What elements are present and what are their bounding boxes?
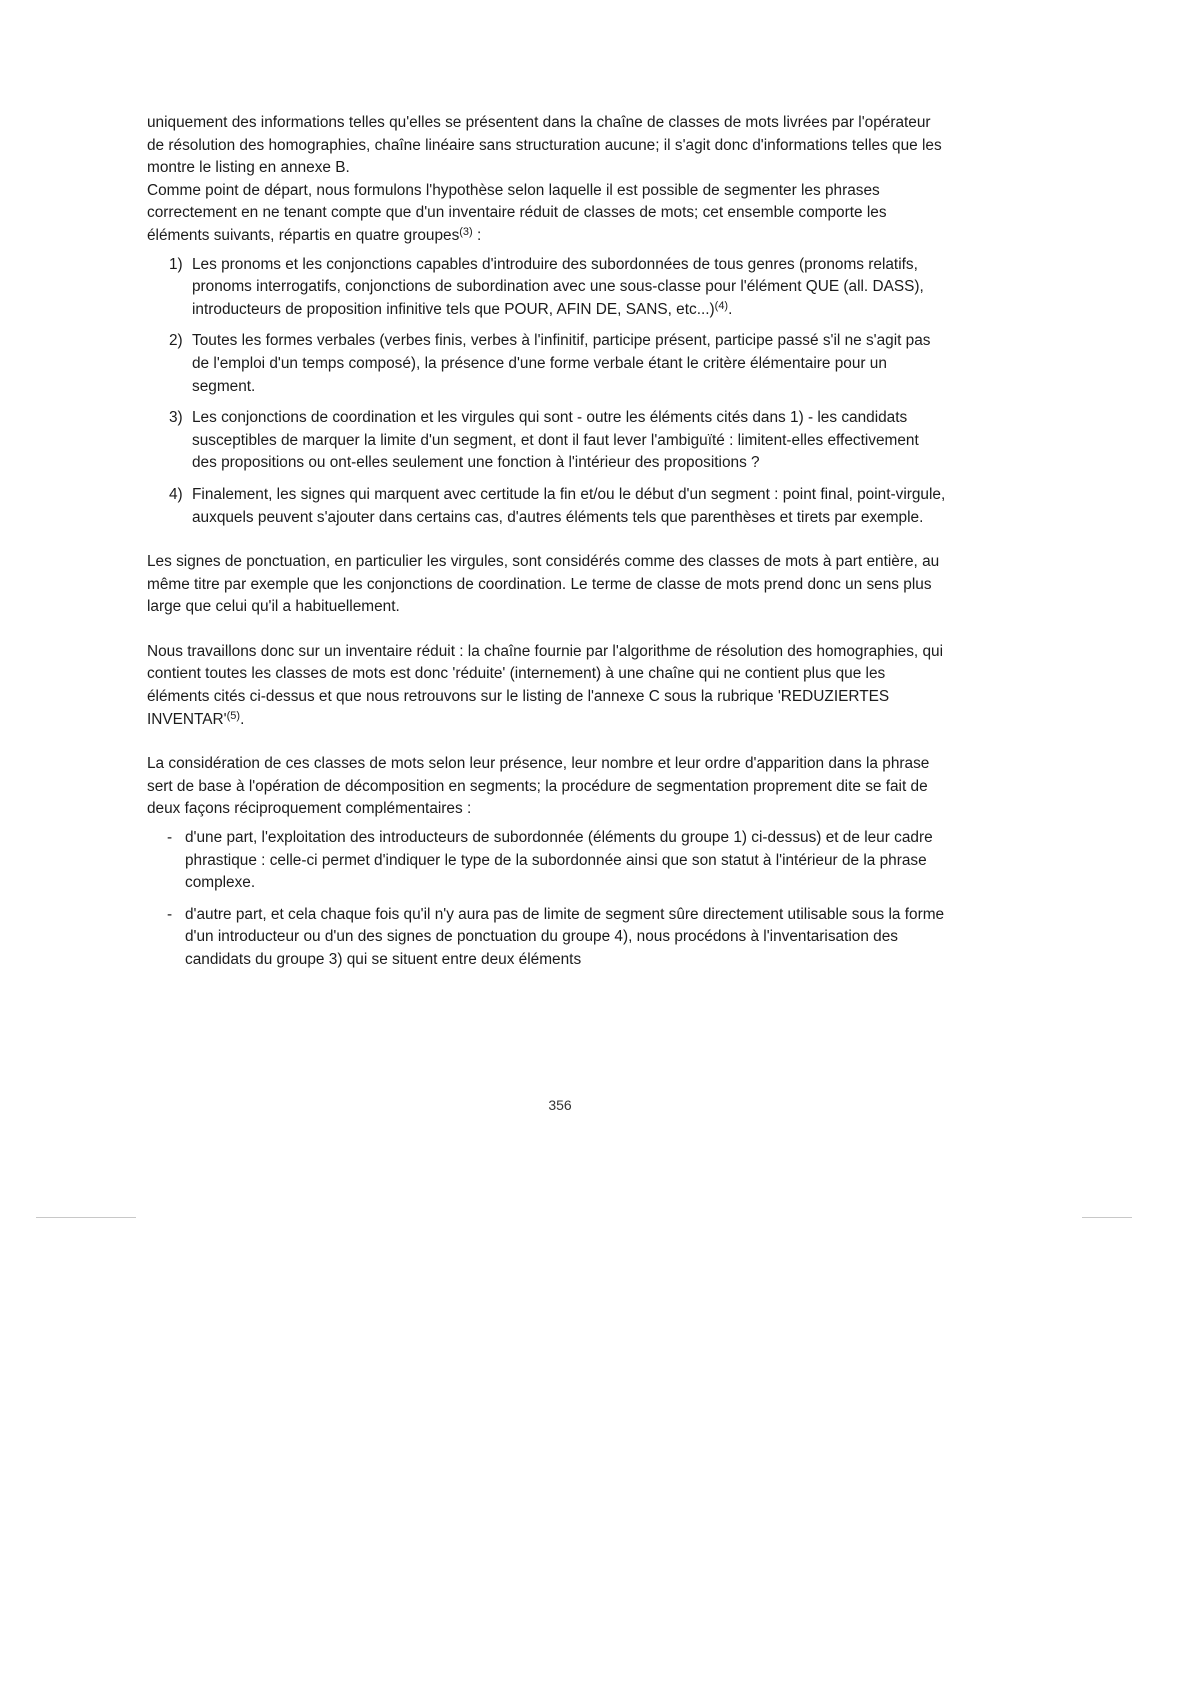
groups-list xyxy=(147,254,947,530)
footnote-ref-5: (5) xyxy=(226,709,241,722)
group-number: 2) xyxy=(169,332,183,350)
group-text-main: Les pronoms et les conjonctions capables d'introduire des subordonnées de tous genres (pronoms relatifs, pronoms interrogatifs, conjonctions de subordination avec une sous-classe pour l'élément QUE (all. DASS), introducteurs de proposition infinitive tels que POUR, AFIN DE, SANS, etc...) xyxy=(192,255,924,318)
footnote-ref-4: (4) xyxy=(714,299,729,312)
group-item-1 xyxy=(169,254,947,322)
scan-edge-mark-right xyxy=(1082,1217,1132,1218)
procedure-text: d'autre part, et cela chaque fois qu'il n'y aura pas de limite de segment sûre directement utilisable sous la forme d'un introducteur ou d'un des signes de ponctuation du groupe 4), nous procédons à l'inventarisation des candidats du groupe 3) qui se situent entre deux éléments xyxy=(185,905,945,968)
dash-marker: - xyxy=(167,829,173,847)
group-text xyxy=(192,254,947,322)
dash-marker: - xyxy=(167,905,173,923)
paragraph-intro: uniquement des informations telles qu'elles se présentent dans la chaîne de classes de mots livrées par l'opérateur de résolution des homographies, chaîne linéaire sans structuration aucune; il s'agit donc d'informations telles que les montre le listing en annexe B. xyxy=(147,114,942,177)
hypothesis-text: Comme point de départ, nous formulons l'hypothèse selon laquelle il est possible de segmenter les phrases correctement en ne tenant compte que d'un inventaire réduit de classes de mots; cet ensemble comporte les éléments suivants, répartis en quatre groupes xyxy=(147,181,887,244)
paragraph-procedure: La considération de ces classes de mots selon leur présence, leur nombre et leur ordre d'apparition dans la phrase sert de base à l'opération de décomposition en segments; la procédure de segmentation proprement dite se fait de deux façons réciproquement complémentaires : xyxy=(147,755,930,818)
scan-edge-mark-left xyxy=(36,1217,136,1218)
inventory-end: . xyxy=(240,710,245,728)
group-text: Finalement, les signes qui marquent avec certitude la fin et/ou le début d'un segment : point final, point-virgule, auxquels peuvent s'ajouter dans certains cas, d'autres éléments tels que parenthèses et tirets par exemple. xyxy=(192,485,946,526)
group-number: 4) xyxy=(169,485,183,503)
hypothesis-end: : xyxy=(472,226,482,244)
procedure-text: d'une part, l'exploitation des introducteurs de subordonnée (éléments du groupe 1) ci-dessus) et de leur cadre phrastique : celle-ci permet d'indiquer le type de la subordonnée ainsi que son statut à l'intérieur de la phrase complexe. xyxy=(185,829,933,892)
inventory-text: Nous travaillons donc sur un inventaire réduit : la chaîne fournie par l'algorithme de résolution des homographies, qui contient toutes les classes de mots est donc 'réduite' (internement) à une chaîne qui ne contient plus que les éléments cités ci-dessus et que nous retrouvons sur le listing de l'annexe C sous la rubrique 'REDUZIERTES INVENTAR' xyxy=(147,642,944,728)
paragraph-inventory xyxy=(147,641,947,731)
page-body xyxy=(147,112,947,981)
procedure-list xyxy=(147,827,947,972)
group-item-2 xyxy=(169,330,947,398)
group-number: 1) xyxy=(169,255,183,273)
group-number: 3) xyxy=(169,409,183,427)
group-item-4 xyxy=(169,484,947,529)
group-item-3 xyxy=(169,407,947,475)
group-text: Toutes les formes verbales (verbes finis, verbes à l'infinitif, participe présent, participe passé s'il ne s'agit pas de l'emploi d'un temps composé), la présence d'une forme verbale étant le critère élémentaire pour un segment. xyxy=(192,332,931,395)
group-text: Les conjonctions de coordination et les virgules qui sont - outre les éléments cités dans 1) - les candidats susceptibles de marquer la limite d'un segment, et dont il faut lever l'ambiguïté : limitent-elles effectivement des propositions ou ont-elles seulement une fonction à l'intérieur des propositions ? xyxy=(192,409,919,472)
procedure-item-1 xyxy=(167,827,947,895)
group-text-end: . xyxy=(728,300,733,318)
procedure-item-2 xyxy=(167,904,947,972)
paragraph-punctuation: Les signes de ponctuation, en particulier les virgules, sont considérés comme des classes de mots à part entière, au même titre par exemple que les conjonctions de coordination. Le terme de classe de mots prend donc un sens plus large que celui qu'il a habituellement. xyxy=(147,553,940,616)
page-number: 356 xyxy=(548,1097,572,1113)
paragraph-hypothesis xyxy=(147,180,947,248)
footnote-ref-3: (3) xyxy=(459,225,473,238)
